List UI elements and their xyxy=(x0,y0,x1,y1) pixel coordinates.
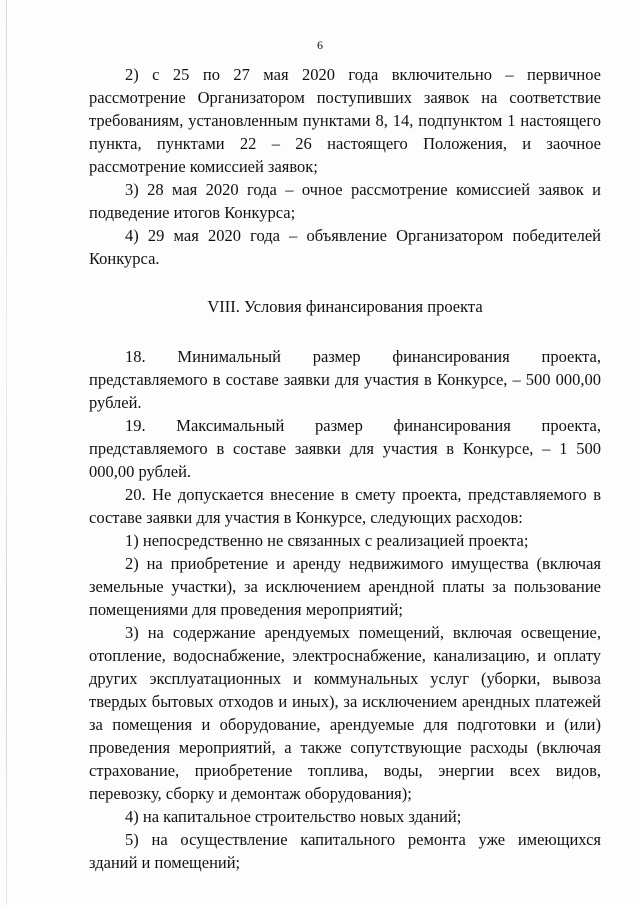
paragraph-20-item-1: 1) непосредственно не связанных с реализацией проекта; xyxy=(125,531,529,550)
paragraph-20-item-3: 3) на содержание арендуемых помещений, включая освещение, отопление, водоснабжение, электроснабжение, канализацию, и оплату других эксплуатационных и коммунальных услуг (уборки, вывоза твердых бытовых отходов и иных), за исключением арендных платежей за помещения и оборудование, арендуемые для подготовки и (или) проведения мероприятий, а также сопутствующие расходы (включая страхование, приобретение топлива, воды, энергии всех видов, перевозку, сборку и демонтаж оборудования); xyxy=(89,623,601,803)
paragraph-item-4: 4) 29 мая 2020 года – объявление Организатором победителей Конкурса. xyxy=(89,226,601,268)
paragraph-item-3: 3) 28 мая 2020 года – очное рассмотрение комиссией заявок и подведение итогов Конкурса; xyxy=(89,180,601,222)
paragraph-18: 18. Минимальный размер финансирования проекта, представляемого в составе заявки для участия в Конкурсе, – 500 000,00 рублей. xyxy=(89,347,601,412)
page-number: 6 xyxy=(317,38,323,52)
paragraph-20-item-2: 2) на приобретение и аренду недвижимого имущества (включая земельные участки), за исключением арендной платы за пользование помещениями для проведения мероприятий; xyxy=(89,554,601,619)
section-heading: VIII. Условия финансирования проекта xyxy=(207,297,483,316)
paragraph-20-item-4: 4) на капитальное строительство новых зданий; xyxy=(125,807,462,826)
paragraph-item-2: 2) с 25 по 27 мая 2020 года включительно – первичное рассмотрение Организатором поступивших заявок на соответствие требованиям, установленным пунктами 8, 14, подпунктом 1 настоящего пункта, пунктами 22 – 26 настоящего Положения, и заочное рассмотрение комиссией заявок; xyxy=(89,65,601,176)
paragraph-19: 19. Максимальный размер финансирования проекта, представляемого в составе заявки для участия в Конкурсе, – 1 500 000,00 рублей. xyxy=(89,416,601,481)
document-body xyxy=(89,63,601,874)
paragraph-20-item-5: 5) на осуществление капитального ремонта уже имеющихся зданий и помещений; xyxy=(89,830,601,872)
paragraph-20: 20. Не допускается внесение в смету проекта, представляемого в составе заявки для участия в Конкурсе, следующих расходов: xyxy=(89,485,601,527)
scan-edge xyxy=(6,0,7,905)
